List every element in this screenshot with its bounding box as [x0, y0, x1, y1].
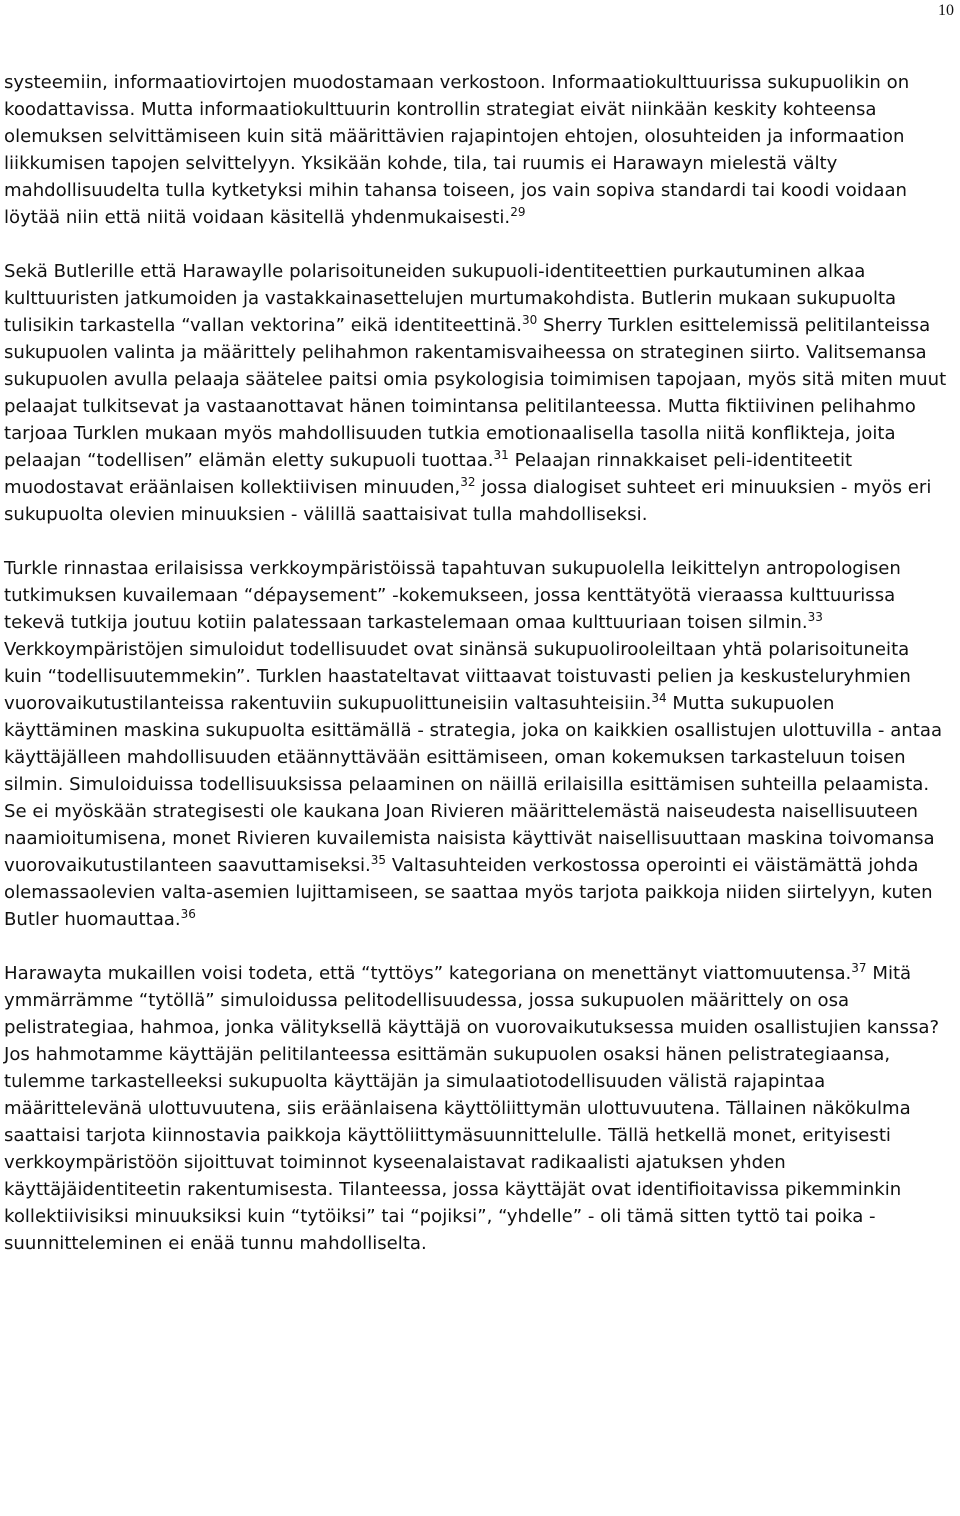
- footnote-reference: 34: [651, 691, 667, 705]
- text-run: Mitä ymmärrämme “tytöllä” simuloidussa pelitodellisuudessa, jossa sukupuolen määrittely on osa pelistrategiaa, hahmoa, jonka välityksellä käyttäjä on vuorovaikutuksessa muiden osallistujien kanssa? Jos hahmotamme käyttäjän pelitilanteessa esittämän sukupuolen osaksi hänen pelistrategiaansa, tulemme tarkastelleeksi sukupuolta käyttäjän ja simulaatiotodellisuuden välistä rajapintaa määrittelevänä ulottuvuutena, siis eräänlaisena käyttöliittymän ulottuvuutena. Tällainen näkökulma saattaisi tarjota kiinnostavia paikkoja käyttöliittymäsuunnittelulle. Tällä hetkellä monet, erityisesti verkkoympäristöön sijoittuvat toiminnot kyseenalaistavat radikaalisti ajatuksen yhden käyttäjäidentiteetin rakentumisesta. Tilanteessa, jossa käyttäjät ovat identifioitavissa pikemminkin kollektiivisiksi minuuksiksi kuin “tytöiksi” tai “pojiksi”, “yhdelle” - oli tämä sitten tyttö tai poika - suunnitteleminen ei enää tunnu mahdolliselta.: [4, 963, 940, 1254]
- text-run: Sekä Butlerille että Harawaylle polarisoituneiden sukupuoli-identiteettien purkautuminen alkaa kulttuuristen jatkumoiden ja vastakkainasettelujen murtumakohdista. Butlerin mukaan sukupuolta tulisikin tarkastella “vallan vektorina” eikä identiteettinä.: [4, 261, 897, 336]
- text-run: Harawayta mukaillen voisi todeta, että “tyttöys” kategoriana on menettänyt viattomuutensa.: [4, 963, 852, 984]
- footnote-reference: 33: [807, 610, 823, 624]
- footnote-reference: 37: [851, 961, 867, 975]
- footnote-reference: 30: [522, 313, 538, 327]
- text-run: Valtasuhteiden verkostossa operointi ei väistämättä johda olemassaolevien valta-asemien lujittamiseen, se saattaa myös tarjota paikkoja niiden siirtelyyn, kuten Butler huomauttaa.: [4, 855, 933, 930]
- text-run: Turkle rinnastaa erilaisissa verkkoympäristöissä tapahtuvan sukupuolella leikittelyn antropologisen tutkimuksen kuvailemaan “dépaysement” -kokemukseen, jossa kenttätyötä vieraassa kulttuurissa tekevä tutkija joutuu kotiin palatessaan tarkastelemaan omaa kulttuuriaan toisen silmin.: [4, 558, 901, 633]
- footnote-reference: 32: [460, 475, 476, 489]
- text-run: Sherry Turklen esittelemissä pelitilanteissa sukupuolen valinta ja määrittely pelihahmon rakentamisvaiheessa on strateginen siirto. Valitsemansa sukupuolen avulla pelaaja säätelee paitsi omia psykologisia toimimisen tapojaan, myös sitä miten muut pelaajat tulkitsevat ja vastaanottavat hänen toimintansa pelitilanteessa. Mutta fiktiivinen pelihahmo tarjoaa Turklen mukaan myös mahdollisuuden tutkia emotionaalisella tasolla niitä konflikteja, joita pelaajan “todellisen” elämän eletty sukupuoli tuottaa.: [4, 315, 947, 471]
- paragraph: [4, 69, 948, 231]
- footnote-reference: 31: [493, 448, 509, 462]
- text-run: Verkkoympäristöjen simuloidut todellisuudet ovat sinänsä sukupuolirooleiltaan yhtä polarisoituneita kuin “todellisuutemmekin”. Turklen haastateltavat viittaavat toistuvasti pelien ja keskusteluryhmien vuorovaikutustilanteissa rakentuviin sukupuolittuneisiin valtasuhteisiin.: [4, 639, 911, 714]
- paragraph: [4, 960, 948, 1257]
- document-body: [4, 69, 948, 1257]
- footnote-reference: 29: [510, 205, 526, 219]
- text-run: Mutta sukupuolen käyttäminen maskina sukupuolta esittämällä - strategia, joka on kaikkien osallistujen ulottuvilla - antaa käyttäjälleen mahdollisuuden etäännyttävään esittämiseen, oman kokemuksen tarkasteluun toisen silmin. Simuloiduissa todellisuuksissa pelaaminen on näillä erilaisilla esittämisen suhteilla pelaamista. Se ei myöskään strategisesti ole kaukana Joan Rivieren määrittelemästä naiseudesta naisellisuuteen naamioitumisena, monet Rivieren kuvailemista naisista käyttivät naisellisuuttaan maskina toivomansa vuorovaikutustilanteen saavuttamiseksi.: [4, 693, 943, 876]
- footnote-reference: 35: [370, 853, 387, 867]
- paragraph: [4, 555, 948, 933]
- page-number: 10: [938, 2, 954, 19]
- text-run: systeemiin, informaatiovirtojen muodostamaan verkostoon. Informaatiokulttuurissa sukupuolikin on koodattavissa. Mutta informaatiokulttuurin kontrollin strategiat eivät niinkään keskity kohteensa olemuksen selvittämiseen kuin sitä määrittävien rajapintojen ehtojen, olosuhteiden ja informaation liikkumisen tapojen selvittelyyn. Yksikään kohde, tila, tai ruumis ei Harawayn mielestä välty mahdollisuudelta tulla kytketyksi mihin tahansa toiseen, jos vain sopiva standardi tai koodi voidaan löytää niin että niitä voidaan käsitellä yhdenmukaisesti.: [4, 72, 910, 228]
- text-run: Pelaajan rinnakkaiset peli-identiteetit muodostavat eräänlaisen kollektiivisen minuuden,: [4, 450, 853, 498]
- paragraph: [4, 258, 948, 528]
- footnote-reference: 36: [180, 907, 196, 921]
- text-run: jossa dialogiset suhteet eri minuuksien - myös eri sukupuolta olevien minuuksien - välillä saattaisivat tulla mahdolliseksi.: [4, 477, 932, 525]
